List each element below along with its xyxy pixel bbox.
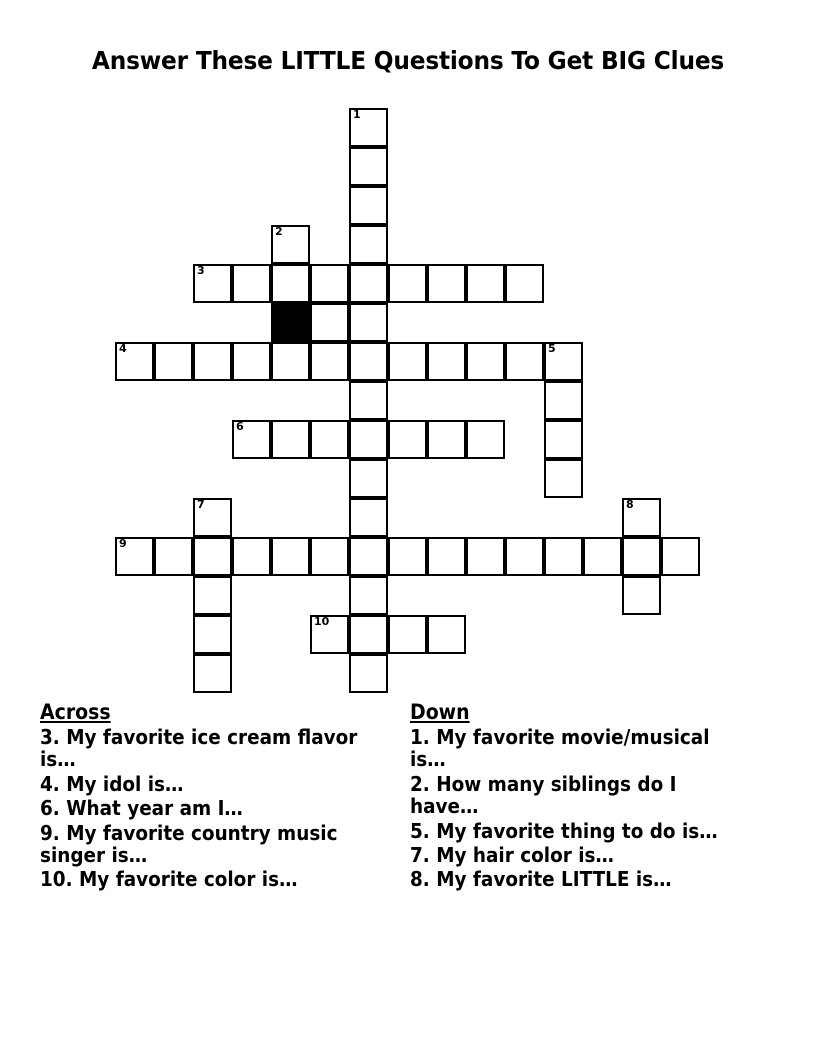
grid-cell[interactable] bbox=[544, 537, 583, 576]
grid-cell[interactable] bbox=[310, 420, 349, 459]
grid-cell[interactable] bbox=[349, 498, 388, 537]
grid-cell[interactable] bbox=[349, 420, 388, 459]
crossword-grid bbox=[0, 100, 816, 700]
grid-cell[interactable] bbox=[427, 537, 466, 576]
grid-cell[interactable] bbox=[154, 537, 193, 576]
grid-cell[interactable] bbox=[388, 342, 427, 381]
grid-cell[interactable] bbox=[115, 537, 154, 576]
grid-cell[interactable] bbox=[427, 615, 466, 654]
grid-cell[interactable] bbox=[349, 381, 388, 420]
grid-cell[interactable] bbox=[271, 537, 310, 576]
grid-cell[interactable] bbox=[193, 576, 232, 615]
grid-cell[interactable] bbox=[349, 615, 388, 654]
clue-across-4: 4. My idol is… bbox=[40, 771, 184, 796]
grid-cell[interactable] bbox=[349, 147, 388, 186]
grid-cell[interactable] bbox=[310, 537, 349, 576]
grid-cell[interactable] bbox=[349, 225, 388, 264]
grid-cell[interactable] bbox=[388, 264, 427, 303]
grid-cell[interactable] bbox=[544, 420, 583, 459]
grid-cell[interactable] bbox=[349, 576, 388, 615]
grid-cell[interactable] bbox=[310, 303, 349, 342]
clue-across-10: 10. My favorite color is… bbox=[40, 867, 298, 892]
grid-cell[interactable] bbox=[427, 342, 466, 381]
grid-cell[interactable] bbox=[427, 264, 466, 303]
grid-cell[interactable] bbox=[154, 342, 193, 381]
grid-cell[interactable] bbox=[349, 654, 388, 693]
clue-down-2: 2. How many siblings do I have… bbox=[410, 771, 677, 819]
grid-cell[interactable] bbox=[232, 420, 271, 459]
grid-cell[interactable] bbox=[310, 615, 349, 654]
grid-cell-number: 7 bbox=[197, 498, 205, 511]
clue-across-6: 6. What year am I… bbox=[40, 796, 243, 821]
grid-cell[interactable] bbox=[349, 186, 388, 225]
grid-cell-number: 10 bbox=[314, 615, 330, 628]
grid-cell-number: 8 bbox=[626, 498, 634, 511]
grid-cell-number: 2 bbox=[275, 225, 283, 238]
grid-cell[interactable] bbox=[232, 537, 271, 576]
clue-across-9: 9. My favorite country music singer is… bbox=[40, 820, 338, 867]
grid-cell[interactable] bbox=[271, 420, 310, 459]
grid-block bbox=[271, 303, 310, 342]
grid-cell[interactable] bbox=[349, 459, 388, 498]
grid-cell[interactable] bbox=[388, 615, 427, 654]
grid-cell[interactable] bbox=[193, 264, 232, 303]
clue-down-1: 1. My favorite movie/musical is… bbox=[410, 725, 710, 772]
grid-cell[interactable] bbox=[505, 264, 544, 303]
grid-cell[interactable] bbox=[505, 342, 544, 381]
grid-cell[interactable] bbox=[193, 654, 232, 693]
grid-cell[interactable] bbox=[466, 420, 505, 459]
grid-cell[interactable] bbox=[544, 342, 583, 381]
grid-cell[interactable] bbox=[349, 264, 388, 303]
grid-cell[interactable] bbox=[349, 108, 388, 147]
grid-cell[interactable] bbox=[544, 381, 583, 420]
grid-cell-number: 3 bbox=[197, 264, 205, 277]
grid-cell[interactable] bbox=[505, 537, 544, 576]
grid-cell[interactable] bbox=[232, 264, 271, 303]
grid-cell[interactable] bbox=[349, 537, 388, 576]
clues-down-heading: Down bbox=[410, 700, 470, 724]
grid-cell[interactable] bbox=[193, 615, 232, 654]
grid-cell-number: 6 bbox=[236, 420, 244, 433]
grid-cell[interactable] bbox=[349, 303, 388, 342]
clues-section bbox=[40, 700, 776, 1000]
grid-cell[interactable] bbox=[271, 225, 310, 264]
grid-cell-number: 4 bbox=[119, 342, 127, 355]
clues-down-column bbox=[410, 700, 776, 893]
grid-cell[interactable] bbox=[583, 537, 622, 576]
clues-across-heading: Across bbox=[40, 700, 111, 724]
grid-cell[interactable] bbox=[622, 498, 661, 537]
clue-across-3: 3. My favorite ice cream flavor is… bbox=[40, 725, 358, 772]
grid-cell[interactable] bbox=[388, 420, 427, 459]
grid-cell[interactable] bbox=[310, 264, 349, 303]
grid-cell[interactable] bbox=[193, 342, 232, 381]
grid-cell[interactable] bbox=[271, 342, 310, 381]
grid-cell-number: 5 bbox=[548, 342, 556, 355]
clue-down-7: 7. My hair color is… bbox=[410, 842, 614, 867]
grid-cell[interactable] bbox=[115, 342, 154, 381]
clues-across-column bbox=[40, 700, 400, 893]
grid-cell-number: 9 bbox=[119, 537, 127, 550]
grid-cell[interactable] bbox=[466, 537, 505, 576]
grid-cell[interactable] bbox=[466, 342, 505, 381]
grid-cell[interactable] bbox=[388, 537, 427, 576]
grid-cell[interactable] bbox=[427, 420, 466, 459]
grid-cell[interactable] bbox=[193, 498, 232, 537]
page-title: Answer These LITTLE Questions To Get BIG Clues bbox=[91, 46, 725, 75]
grid-cell[interactable] bbox=[232, 342, 271, 381]
clue-down-5: 5. My favorite thing to do is… bbox=[410, 818, 718, 843]
grid-cell-number: 1 bbox=[353, 108, 361, 121]
grid-cell[interactable] bbox=[622, 576, 661, 615]
clue-down-8: 8. My favorite LITTLE is… bbox=[410, 867, 672, 892]
grid-cell[interactable] bbox=[271, 264, 310, 303]
grid-cell[interactable] bbox=[466, 264, 505, 303]
grid-cell[interactable] bbox=[193, 537, 232, 576]
grid-cell[interactable] bbox=[544, 459, 583, 498]
grid-cell[interactable] bbox=[622, 537, 661, 576]
grid-cell[interactable] bbox=[310, 342, 349, 381]
grid-cell[interactable] bbox=[349, 342, 388, 381]
grid-cell[interactable] bbox=[661, 537, 700, 576]
